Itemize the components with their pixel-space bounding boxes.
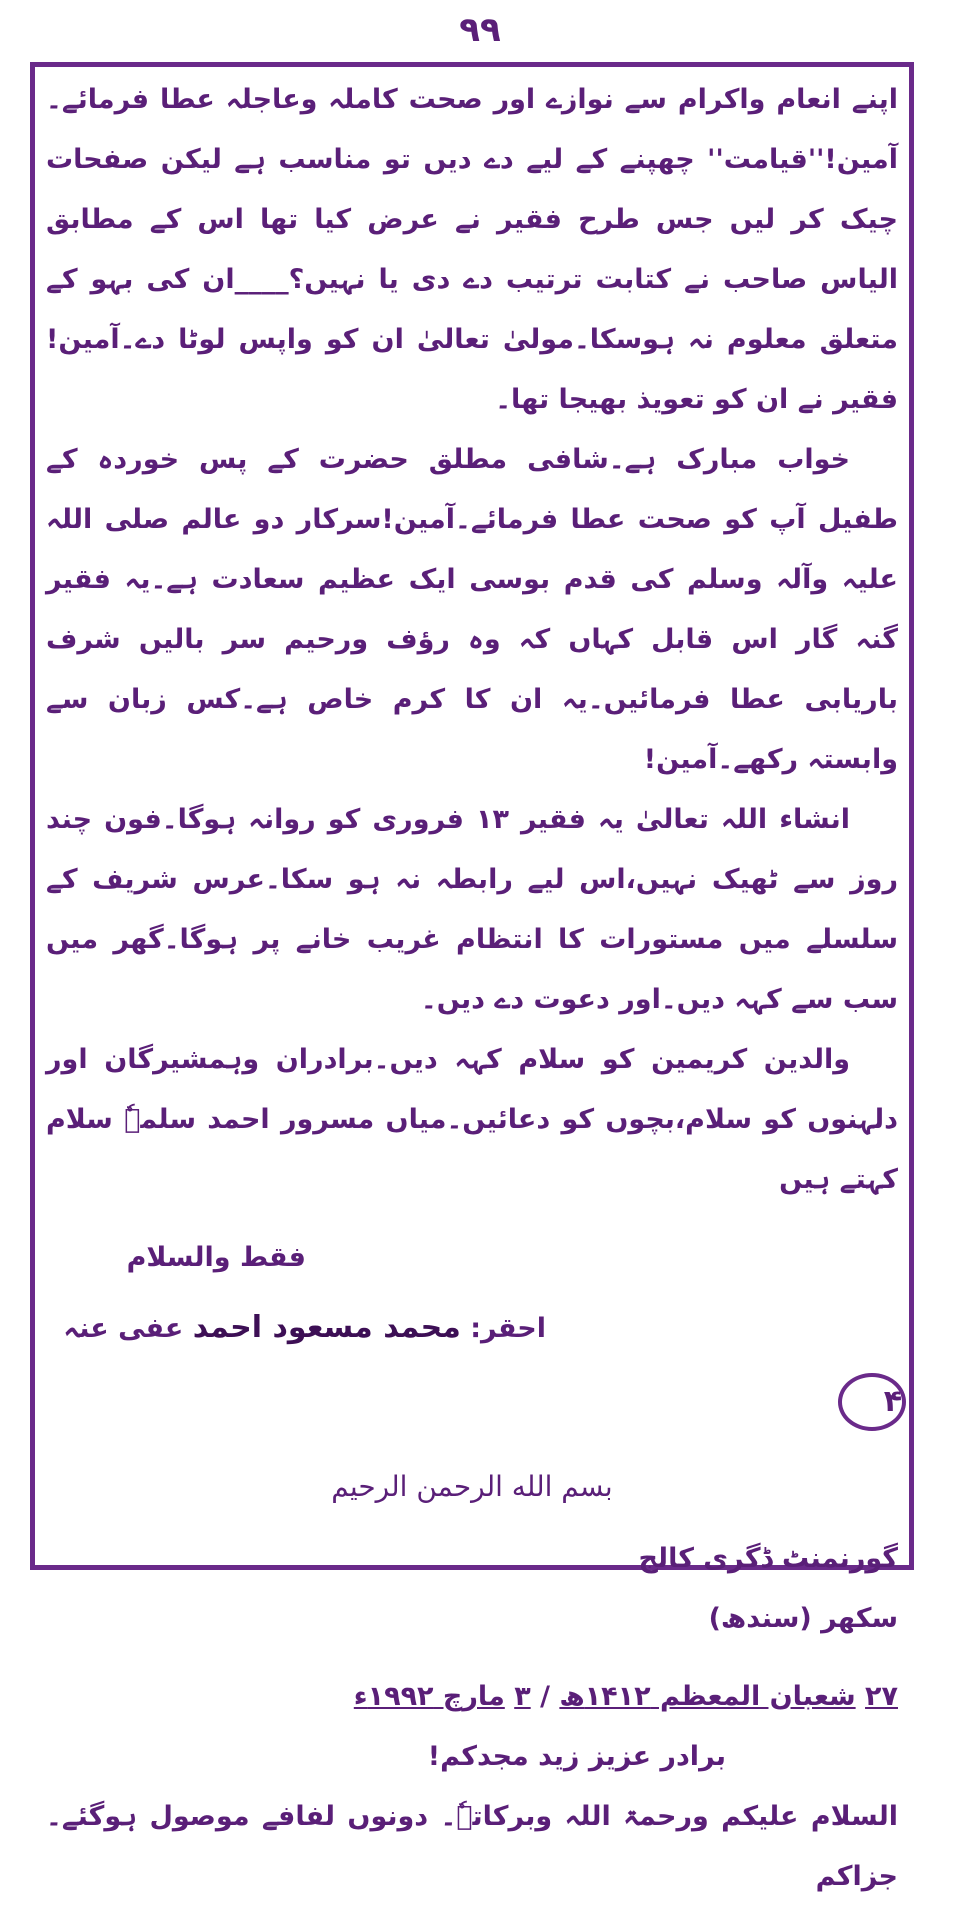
signature xyxy=(38,1298,906,1359)
paragraph-1: اپنے انعام واکرام سے نوازے اور صحت کاملہ وعاجلہ عطا فرمائے۔آمین!''قیامت'' چھپنے کے لیے دے دیں تو مناسب ہے لیکن صفحات چیک کر لیں جس طرح فقیر نے عرض کیا تھا اس کے مطابق الیاس صاحب نے کتابت ترتیب دے دی یا نہیں؟____ان کی بہو کے متعلق معلوم نہ ہوسکا۔مولیٰ تعالیٰ ان کو واپس لوٹا دے۔آمین!فقیر نے ان کو تعویذ بھیجا تھا۔ xyxy=(46,84,898,415)
signature-prefix: احقر: xyxy=(470,1313,546,1344)
date-gregorian-day: ۳ xyxy=(514,1681,531,1712)
sign-off: فقط والسلام xyxy=(126,1242,306,1273)
date-separator: / xyxy=(540,1681,550,1712)
paragraph-2: خواب مبارک ہے۔شافی مطلق حضرت کے پس خوردہ کے طفیل آپ کو صحت عطا فرمائے۔آمین!سرکار دو عالم صلی اللہ علیہ وآلہ وسلم کی قدم بوسی ایک عظیم سعادت ہے۔یہ فقیر گنہ گار اس قابل کہاں کہ وہ رؤف ورحیم سر بالیں شرف باریابی عطا فرمائیں۔یہ ان کا کرم خاص ہے۔کس زبان سے وابستہ رکھے۔آمین! xyxy=(46,444,898,775)
paragraph-4: والدین کریمین کو سلام کہہ دیں۔برادران وہمشیرگان اور دلہنوں کو سلام،بچوں کو دعائیں۔میاں مسرور احمد سلمہٗ سلام کہتے ہیں xyxy=(46,1044,898,1195)
bismillah: بسم الله الرحمن الرحيم xyxy=(331,1470,613,1503)
salutation: برادر عزیز زید مجدکم! xyxy=(427,1741,726,1772)
letter-body xyxy=(38,70,906,1907)
signature-name: محمد مسعود احمد xyxy=(192,1310,461,1345)
letter-number-badge: ۴ xyxy=(838,1373,906,1431)
date-hijri: شعبان المعظم ۱۴۱۲ھ xyxy=(559,1681,856,1712)
greeting-line: السلام علیکم ورحمۃ اللہ وبرکاتہٗ۔ دونوں لفافے موصول ہوگئے۔جزاکم xyxy=(46,1801,898,1892)
date-gregorian: مارچ ۱۹۹۲ء xyxy=(353,1681,505,1712)
date-line xyxy=(38,1667,906,1727)
letter-number-container xyxy=(38,1373,906,1453)
signature-suffix: عفی عنہ xyxy=(63,1313,184,1344)
address-line-1: گورنمنٹ ڈگری کالج xyxy=(638,1543,898,1574)
address-line-2: سکھر (سندھ) xyxy=(708,1603,898,1634)
date-day: ۲۷ xyxy=(865,1681,898,1712)
paragraph-3: انشاء اللہ تعالیٰ یہ فقیر ۱۳ فروری کو روانہ ہوگا۔فون چند روز سے ٹھیک نہیں،اس لیے رابطہ نہ ہو سکا۔عرس شریف کے سلسلے میں مستورات کا انتظام غریب خانے پر ہوگا۔گھر میں سب سے کہہ دیں۔اور دعوت دے دیں۔ xyxy=(46,804,898,1015)
page-number: ۹۹ xyxy=(459,10,501,50)
